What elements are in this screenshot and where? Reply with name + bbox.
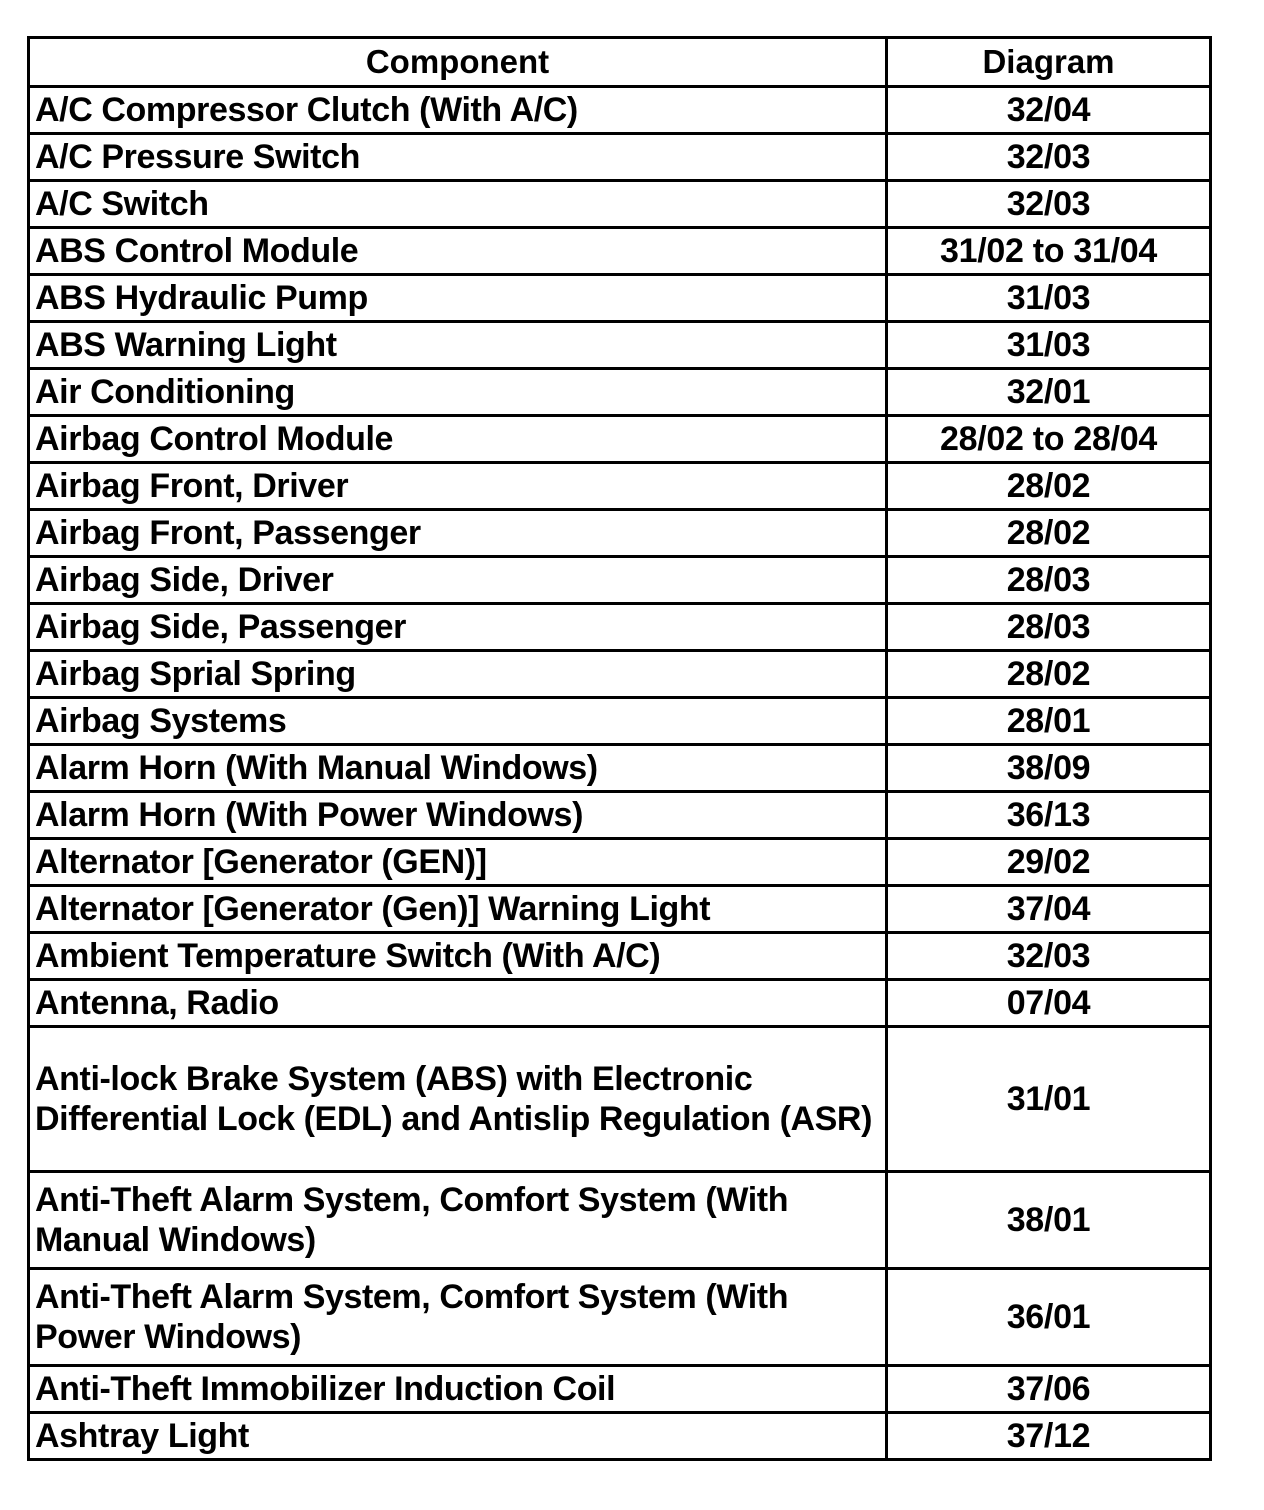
diagram-cell: 31/01	[887, 1027, 1211, 1172]
diagram-cell: 29/02	[887, 839, 1211, 886]
diagram-cell: 37/04	[887, 886, 1211, 933]
table-row	[29, 416, 1211, 463]
component-cell: Anti-Theft Alarm System, Comfort System (With Manual Windows)	[29, 1172, 887, 1269]
table-row	[29, 1269, 1211, 1366]
table-row	[29, 181, 1211, 228]
component-cell: Airbag Front, Driver	[29, 463, 887, 510]
table-row	[29, 604, 1211, 651]
table-row	[29, 933, 1211, 980]
table-row	[29, 1172, 1211, 1269]
component-cell: Air Conditioning	[29, 369, 887, 416]
diagram-cell: 07/04	[887, 980, 1211, 1027]
table-row	[29, 369, 1211, 416]
component-cell: ABS Hydraulic Pump	[29, 275, 887, 322]
diagram-cell: 28/02	[887, 510, 1211, 557]
component-cell: Airbag Front, Passenger	[29, 510, 887, 557]
component-cell: ABS Control Module	[29, 228, 887, 275]
component-cell: A/C Compressor Clutch (With A/C)	[29, 87, 887, 134]
diagram-cell: 28/03	[887, 604, 1211, 651]
component-cell: Anti-lock Brake System (ABS) with Electronic Differential Lock (EDL) and Antislip Regulation (ASR)	[29, 1027, 887, 1172]
component-cell: Airbag Side, Driver	[29, 557, 887, 604]
diagram-cell: 32/04	[887, 87, 1211, 134]
header-component: Component	[29, 38, 887, 87]
diagram-cell: 36/01	[887, 1269, 1211, 1366]
table-row	[29, 510, 1211, 557]
component-cell: Alarm Horn (With Manual Windows)	[29, 745, 887, 792]
component-diagram-table	[27, 36, 1212, 1461]
component-cell: Alarm Horn (With Power Windows)	[29, 792, 887, 839]
table-row	[29, 1027, 1211, 1172]
table-row	[29, 134, 1211, 181]
diagram-cell: 28/02 to 28/04	[887, 416, 1211, 463]
table-row	[29, 839, 1211, 886]
diagram-cell: 28/03	[887, 557, 1211, 604]
diagram-cell: 28/02	[887, 651, 1211, 698]
table-row	[29, 745, 1211, 792]
table-row	[29, 1366, 1211, 1413]
component-cell: Alternator [Generator (Gen)] Warning Light	[29, 886, 887, 933]
component-cell: Ambient Temperature Switch (With A/C)	[29, 933, 887, 980]
table-row	[29, 322, 1211, 369]
component-cell: ABS Warning Light	[29, 322, 887, 369]
table-row	[29, 698, 1211, 745]
header-diagram: Diagram	[887, 38, 1211, 87]
component-cell: A/C Pressure Switch	[29, 134, 887, 181]
diagram-cell: 32/03	[887, 181, 1211, 228]
diagram-cell: 31/03	[887, 275, 1211, 322]
component-cell: Alternator [Generator (GEN)]	[29, 839, 887, 886]
diagram-cell: 32/03	[887, 134, 1211, 181]
table-row	[29, 980, 1211, 1027]
diagram-cell: 36/13	[887, 792, 1211, 839]
component-cell: A/C Switch	[29, 181, 887, 228]
diagram-cell: 38/01	[887, 1172, 1211, 1269]
diagram-cell: 31/02 to 31/04	[887, 228, 1211, 275]
table-row	[29, 651, 1211, 698]
component-cell: Anti-Theft Alarm System, Comfort System (With Power Windows)	[29, 1269, 887, 1366]
diagram-cell: 32/03	[887, 933, 1211, 980]
diagram-cell: 32/01	[887, 369, 1211, 416]
table-header-row	[29, 38, 1211, 87]
diagram-cell: 38/09	[887, 745, 1211, 792]
diagram-cell: 31/03	[887, 322, 1211, 369]
component-cell: Anti-Theft Immobilizer Induction Coil	[29, 1366, 887, 1413]
component-cell: Airbag Control Module	[29, 416, 887, 463]
table-row	[29, 557, 1211, 604]
component-cell: Airbag Systems	[29, 698, 887, 745]
component-cell: Airbag Sprial Spring	[29, 651, 887, 698]
table-row	[29, 463, 1211, 510]
diagram-cell: 28/01	[887, 698, 1211, 745]
component-cell: Ashtray Light	[29, 1413, 887, 1460]
component-diagram-table-container	[27, 36, 1209, 1461]
component-cell: Airbag Side, Passenger	[29, 604, 887, 651]
component-cell: Antenna, Radio	[29, 980, 887, 1027]
diagram-cell: 28/02	[887, 463, 1211, 510]
diagram-cell: 37/12	[887, 1413, 1211, 1460]
table-row	[29, 87, 1211, 134]
table-row	[29, 228, 1211, 275]
table-row	[29, 886, 1211, 933]
table-row	[29, 792, 1211, 839]
table-row	[29, 1413, 1211, 1460]
table-row	[29, 275, 1211, 322]
diagram-cell: 37/06	[887, 1366, 1211, 1413]
